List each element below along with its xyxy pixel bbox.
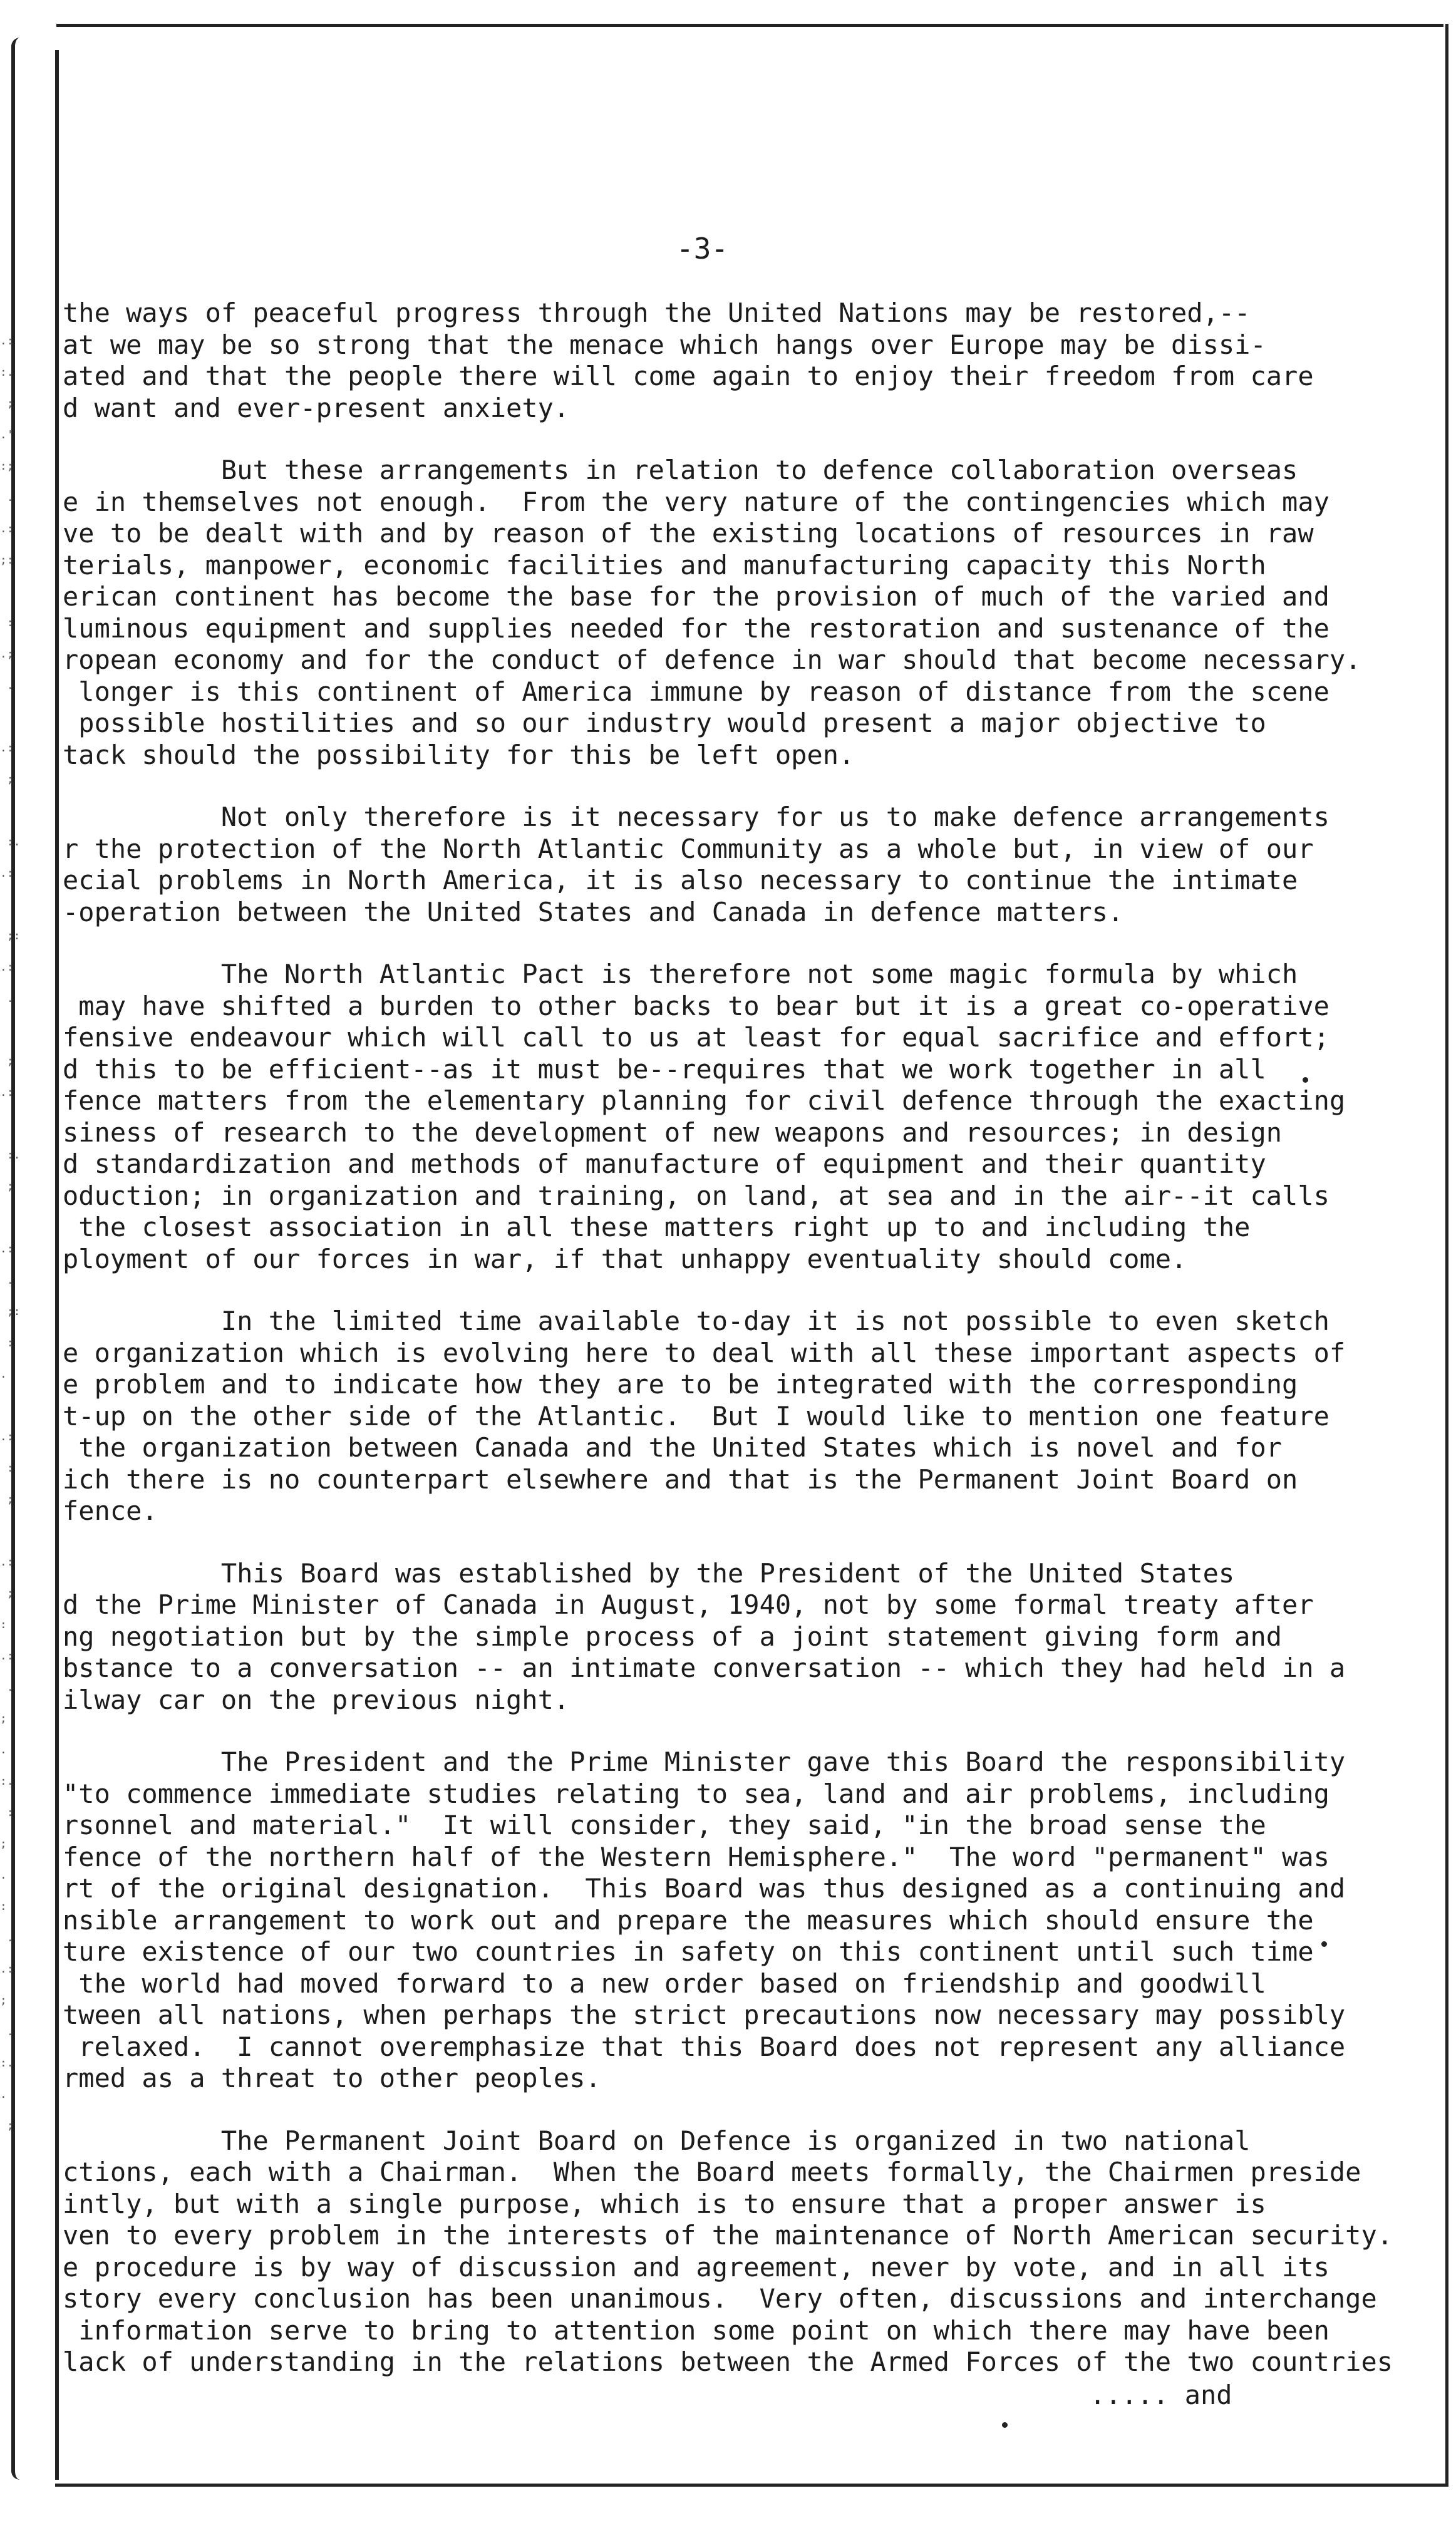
paragraph-5: In the limited time available to-day it is not possible to even sketch e organization which is evolving here to deal with all these important aspects of e problem and to indicate how they are to be integrated with the corresponding t-up on the other side of the Atlantic. But I would like to mention one feature the organization between Canada and the United States which is novel and for ich there is no counterpart elsewhere and that is the Permanent Joint Board on fence. — [63, 1306, 1346, 1526]
top-border-line — [56, 24, 1443, 27]
paragraph-6: This Board was established by the President of the United States d the Prime Minister of Canada in August, 1940, not by some formal treaty after ng negotiation but by the simple process of a joint statement giving form and bstance to a conversation -- an intimate conversation -- which they had held in a ilway car on the previous night. — [63, 1557, 1346, 1715]
paragraph-8: The Permanent Joint Board on Defence is organized in two national ctions, each with a Chairman. When the Board meets formally, the Chairmen preside intly, but with a single purpose, which is to ensure that a proper answer is ven to every problem in the interests of the maintenance of North American security. e procedure is by way of discussion and agreement, never by vote, and in all its story every conclusion has been unanimous. Very often, discussions and interchange information serve to bring to attention some point on which there may have been lack of understanding in the relations between the Armed Forces of the two countries — [63, 2125, 1393, 2377]
bottom-border-line — [55, 2484, 1448, 2487]
page-number: -3- — [676, 232, 729, 266]
scan-margin-artifacts: .: :. ; .' :; . .: ;: : .; . .: ; :. .: ;: .: . ; .: :. ; .: . ;: : . .: : ; .: ; : .: . ; . :. : ; . : . .: ; . :. . ; — [0, 334, 21, 2132]
paragraph-2: But these arrangements in relation to defence collaboration overseas e in themselves not enough. From the very nature of the contingencies which may ve to be dealt with and by reason of the existing locations of resources in raw terials, manpower, economic facilities and manufacturing capacity this North erican continent has become the base for the provision of much of the varied and luminous equipment and supplies needed for the restoration and sustenance of the ropean economy and for the conduct of defence in war should that become necessary. longer is this continent of America immune by reason of distance from the scene possible hostilities and so our industry would present a major objective to tack should the possibility for this be left open. — [63, 455, 1361, 770]
paragraph-4: The North Atlantic Pact is therefore not some magic formula by which may have shifted a burden to other backs to bear but it is a great co-operative fensive endeavour which will call to us at least for equal sacrifice and effort; d this to be efficient--as it must be--requires that we work together in all fence matters from the elementary planning for civil defence through the exacting siness of research to the development of new weapons and resources; in design d standardization and methods of manufacture of equipment and their quantity oduction; in organization and training, on land, at sea and in the air--it calls the closest association in all these matters right up to and including the ployment of our forces in war, if that unhappy eventuality should come. — [63, 959, 1346, 1274]
speck — [1321, 1941, 1327, 1947]
speck — [1303, 1077, 1308, 1083]
continuation-marker: ..... and — [1090, 2380, 1232, 2410]
left-border-line — [55, 50, 59, 2480]
speck — [1002, 2422, 1008, 2428]
right-border-line — [1445, 24, 1448, 2485]
paragraph-7: The President and the Prime Minister gave this Board the responsibility "to commence immediate studies relating to sea, land and air problems, including rsonnel and material." It will consider, they said, "in the broad sense the fence of the northern half of the Western Hemisphere." The word "permanent" was rt of the original designation. This Board was thus designed as a continuing and nsible arrangement to work out and prepare the measures which should ensure the ture existence of our two countries in safety on this continent until such time the world had moved forward to a new order based on friendship and goodwill tween all nations, when perhaps the strict precautions now necessary may possibly relaxed. I cannot overemphasize that this Board does not represent any alliance rmed as a threat to other peoples. — [63, 1746, 1346, 2093]
paragraph-1: the ways of peaceful progress through the United Nations may be restored,-- at we may be so strong that the menace which hangs over Europe may be dissi- ated and that the people there will come again to enjoy their freedom from care d want and ever-present anxiety. — [63, 297, 1314, 423]
paragraph-3: Not only therefore is it necessary for us to make defence arrangements r the protection of the North Atlantic Community as a whole but, in view of our ecial problems in North America, it is also necessary to continue the intimate -operation between the United States and Canada in defence matters. — [63, 802, 1330, 927]
document-body — [63, 297, 1428, 2378]
